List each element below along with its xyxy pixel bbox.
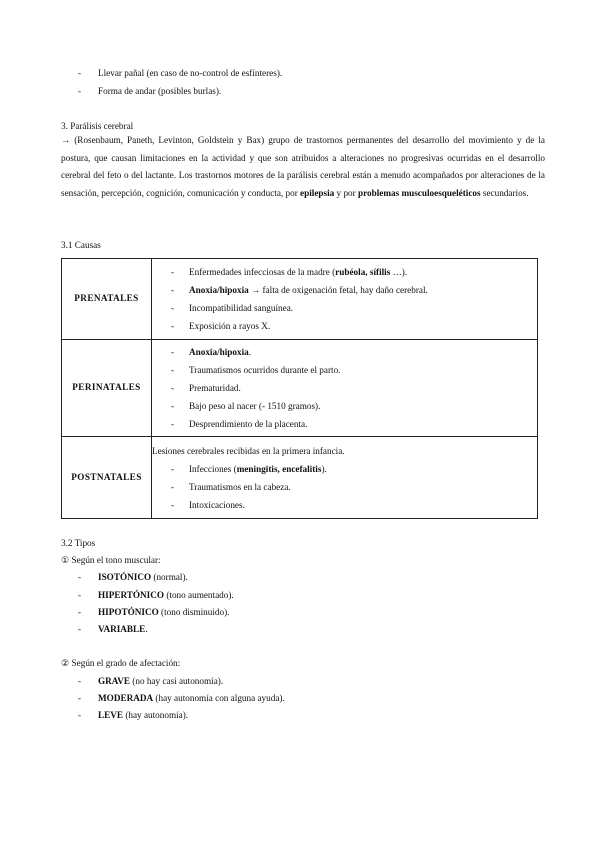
list-item: - Traumatismos en la cabeza. xyxy=(152,478,537,496)
list-item: - LEVE (hay autonomía). xyxy=(78,710,189,720)
section-3-heading: 3. Parálisis cerebral xyxy=(61,121,134,131)
list-item: - GRAVE (no hay casi autonomía). xyxy=(78,676,224,686)
list-item: - Desprendimiento de la placenta. xyxy=(152,415,537,433)
list-item: - Incompatibilidad sanguínea. xyxy=(152,299,537,317)
list-item: - Prematuridad. xyxy=(152,379,537,397)
list-item: - Anoxia/hipoxia → falta de oxigenación fetal, hay daño cerebral. xyxy=(152,281,537,299)
table-row-prenatales xyxy=(62,259,538,340)
list-item: - HIPOTÓNICO (tono disminuido). xyxy=(78,607,230,617)
list-item: - VARIABLE. xyxy=(78,624,148,634)
problemas-term: problemas musculoesqueléticos xyxy=(357,187,481,198)
prenatales-label: PRENATALES xyxy=(62,259,152,340)
arrow-icon: → xyxy=(61,135,71,145)
list-item: - Infecciones (meningitis, encefalitis). xyxy=(152,460,537,478)
list-item: - Anoxia/hipoxia. xyxy=(152,343,537,361)
causes-heading: 3.1 Causas xyxy=(61,240,101,250)
table-row-postnatales xyxy=(62,437,538,519)
list-item: - ISOTÓNICO (normal). xyxy=(78,572,188,582)
top-list-item-2: - Forma de andar (posibles burlas). xyxy=(78,86,222,96)
postnatales-label: POSTNATALES xyxy=(62,437,152,519)
list-item: - MODERADA (hay autonomía con alguna ayuda). xyxy=(78,693,285,703)
epilepsia-term: epilepsia xyxy=(300,187,335,198)
top-list-item-1: - Llevar pañal (en caso de no-control de esfínteres). xyxy=(78,68,283,78)
table-row-perinatales xyxy=(62,340,538,437)
causes-table xyxy=(61,258,538,519)
list-item: - Exposición a rayos X. xyxy=(152,317,537,335)
postnatales-content xyxy=(152,437,538,519)
perinatales-label: PERINATALES xyxy=(62,340,152,437)
prenatales-content xyxy=(152,259,538,340)
perinatales-content xyxy=(152,340,538,437)
list-item: - Bajo peso al nacer (- 1510 gramos). xyxy=(152,397,537,415)
section-3-paragraph: → (Rosenbaum, Paneth, Levinton, Goldstein y Bax) grupo de trastornos permanentes del desarrollo del movimiento y de la postura, que causan limitaciones en la actividad y que son atribuidos a alteraciones no progresivas ocurridas en el desarrollo cerebral del feto o del lactante. Los trastornos motores de la parálisis cerebral están a menudo acompañados por alteraciones de la sensación, percepción, cognición, comunicación y conducta, por epilepsia y por problemas musculoesqueléticos secundarios. xyxy=(61,135,546,198)
tipos-group1-title: ① Según el tono muscular: xyxy=(61,555,161,565)
list-item: - Intoxicaciones. xyxy=(152,496,537,514)
tipos-heading: 3.2 Tipos xyxy=(61,538,96,548)
list-item: - Enfermedades infecciosas de la madre (rubéola, sífilis …). xyxy=(152,263,537,281)
list-item: - Traumatismos ocurridos durante el parto. xyxy=(152,361,537,379)
list-item: - HIPERTÓNICO (tono aumentado). xyxy=(78,590,234,600)
postnatales-intro: Lesiones cerebrales recibidas en la primera infancia. xyxy=(152,445,345,456)
tipos-group2-title: ② Según el grado de afectación: xyxy=(61,658,181,668)
